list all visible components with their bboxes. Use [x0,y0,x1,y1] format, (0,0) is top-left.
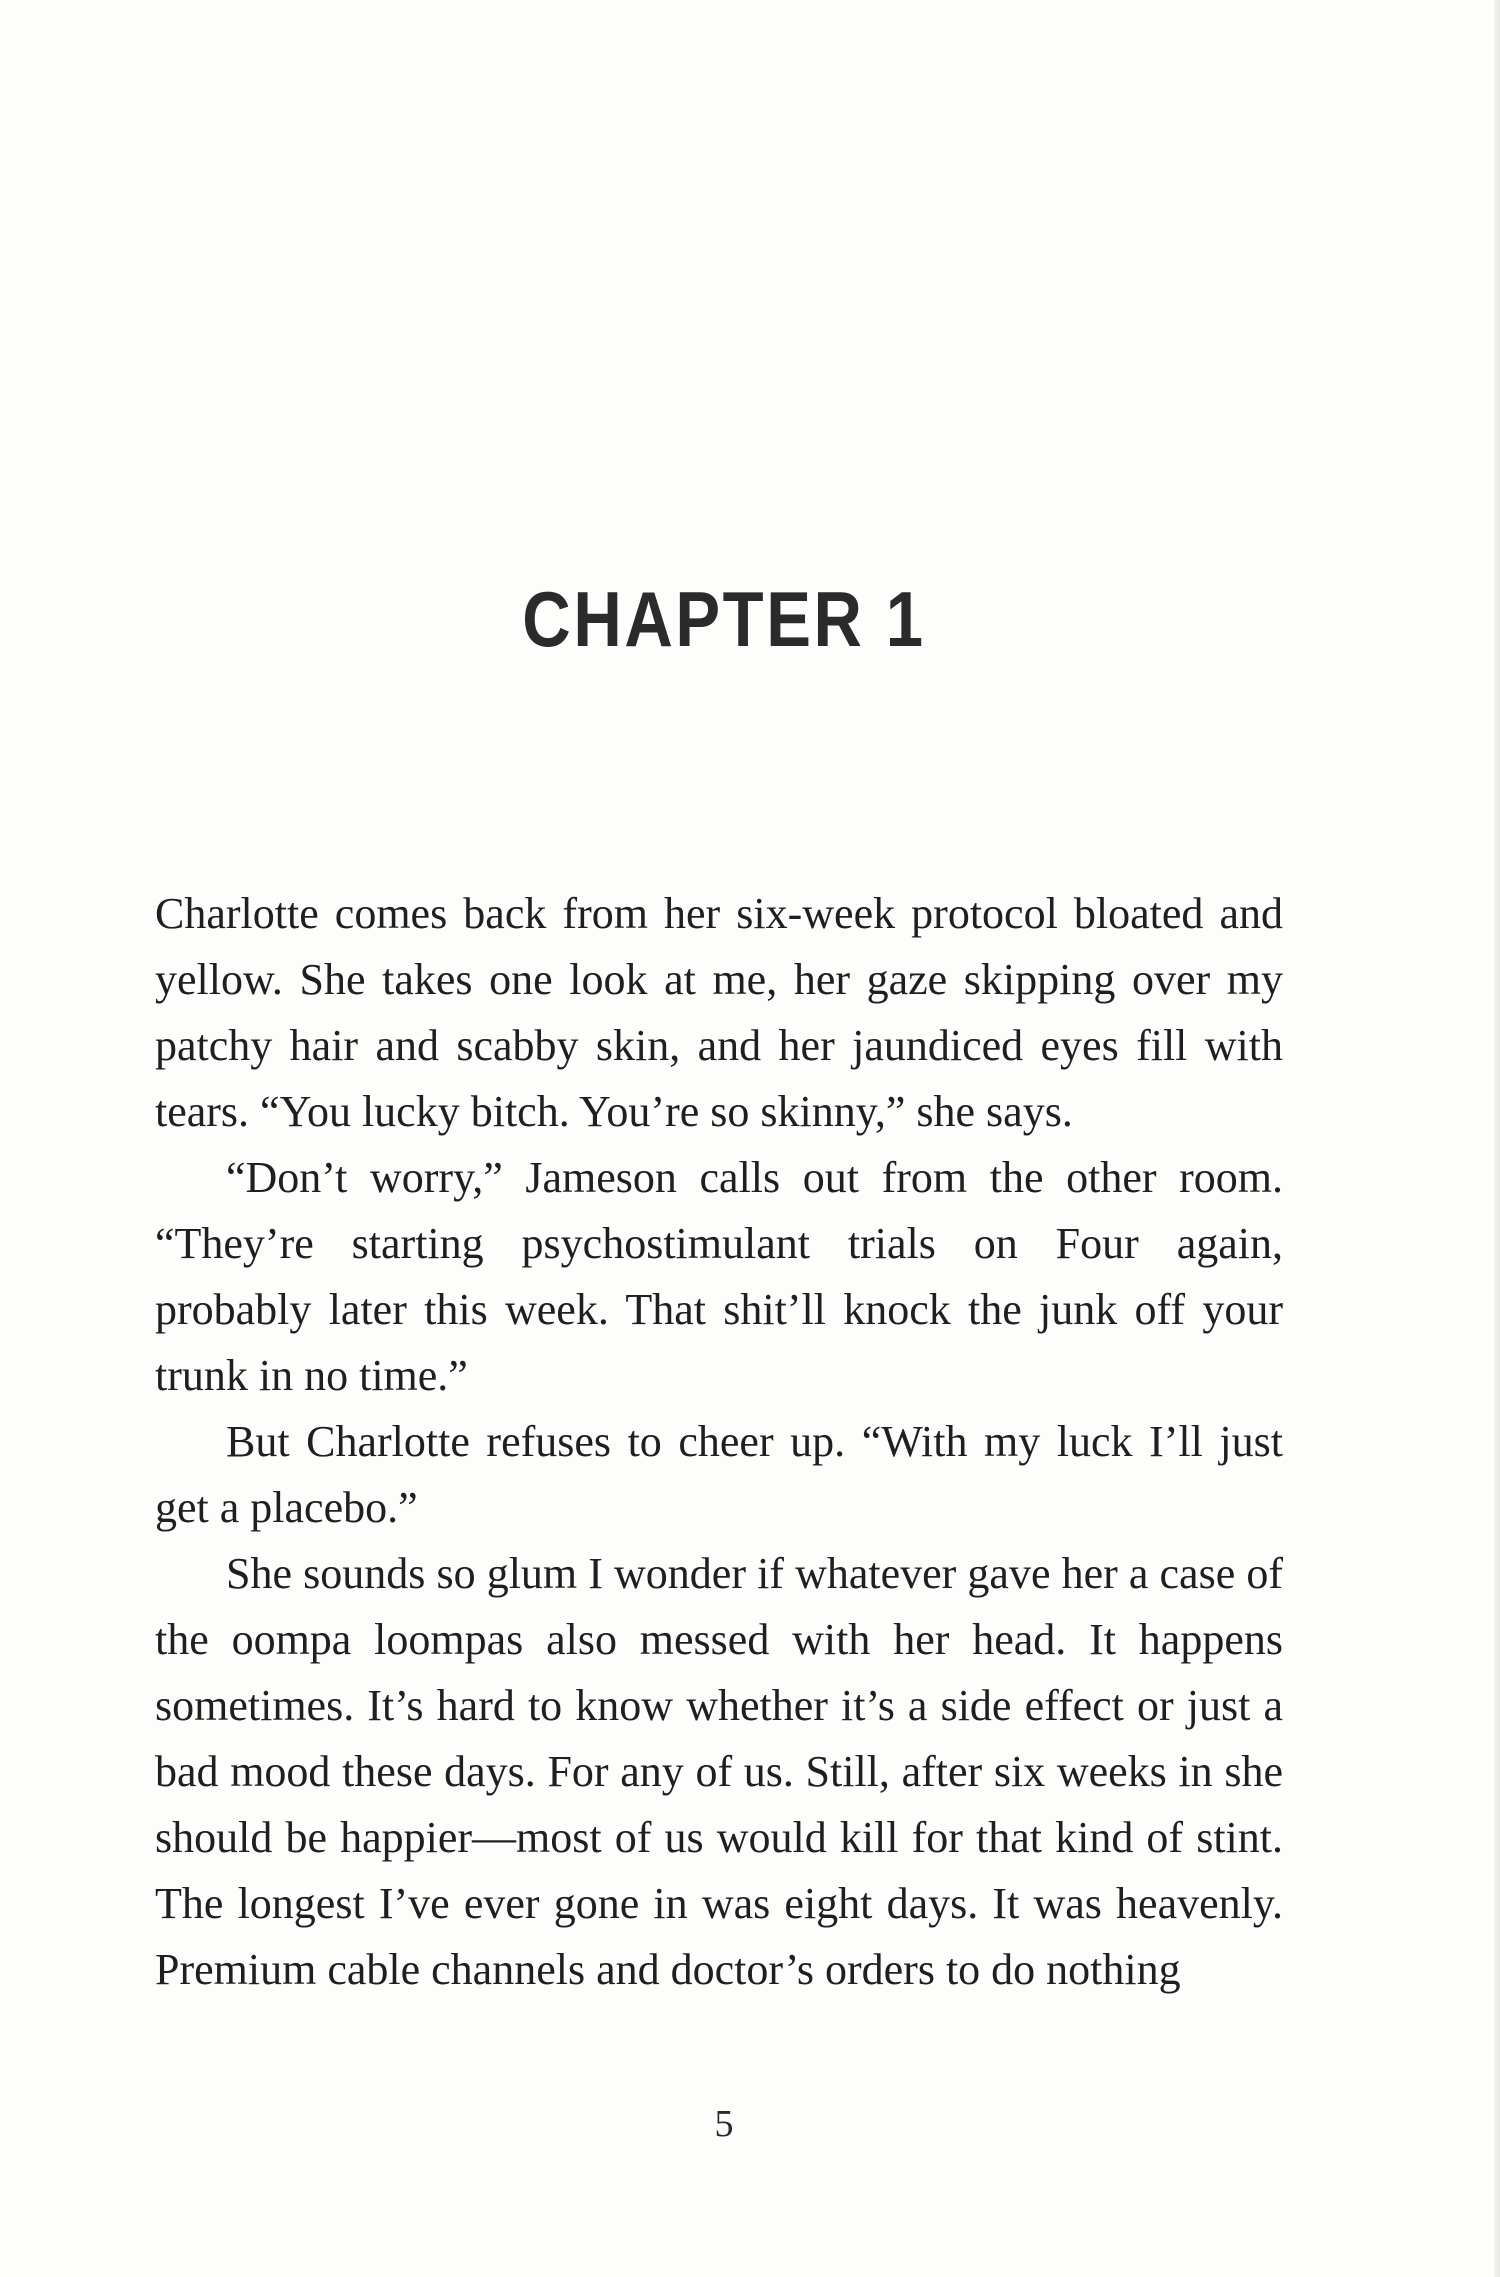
paragraph: “Don’t worry,” Jameson calls out from the other room. “They’re starting psychostimulant trials on Four again, probably later this week. That shit’ll knock the junk off your trunk in no time.” [155,1153,1283,1400]
paragraph: But Charlotte refuses to cheer up. “With my luck I’ll just get a placebo.” [155,1417,1283,1532]
body-text [155,881,1283,2003]
paragraph: Charlotte comes back from her six-week protocol bloated and yellow. She takes one look at me, her gaze skipping over my patchy hair and scabby skin, and her jaundiced eyes fill with tears. “You lucky bitch. You’re so skinny,” she says. [155,889,1283,1136]
paragraph: She sounds so glum I wonder if whatever gave her a case of the oompa loompas also messed with her head. It happens sometimes. It’s hard to know whether it’s a side effect or just a bad mood these days. For any of us. Still, after six weeks in she should be happier—most of us would kill for that kind of stint. The longest I’ve ever gone in was eight days. It was heavenly. Premium cable channels and doctor’s orders to do nothing [155,1549,1283,1994]
chapter-title: CHAPTER 1 [522,575,926,663]
scan-edge-shadow [1494,0,1500,2277]
page-number: 5 [714,2103,734,2145]
